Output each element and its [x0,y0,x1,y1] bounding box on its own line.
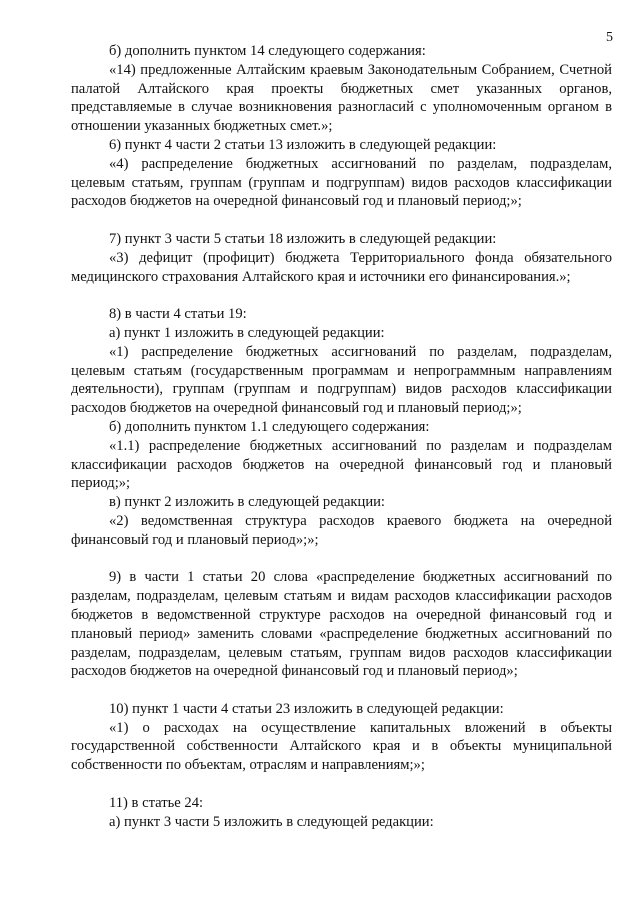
paragraph-amend-b-point14: б) дополнить пунктом 14 следующего содержания: [109,43,426,59]
paragraph-item-10-text: «1) о расходах на осуществление капитальных вложений в объекты государственной собственности Алтайского края и в объекты муниципальной собственности по объектам, отраслям и направлениям;»; [71,719,612,774]
paragraph-item-6: 6) пункт 4 части 2 статьи 13 изложить в следующей редакции: [109,136,497,153]
paragraph-item-7: 7) пункт 3 части 5 статьи 18 изложить в следующей редакции: [109,230,497,247]
paragraph-item-8a-text: «1) распределение бюджетных ассигнований по разделам, подразделам, целевым статьям (государственным программам и непрограммным направлениям деятельности), группам (группам и подгруппам) видов расходов классификации расходов бюджетов на очередной финансовый год и плановый период;»; [71,343,612,417]
document-body [71,42,612,831]
paragraph-item-8v-text: «2) ведомственная структура расходов краевого бюджета на очередной финансовый год и плановый период»;»; [71,512,612,548]
paragraph-item-6-text: «4) распределение бюджетных ассигнований по разделам, подразделам, целевым статьям, группам (группам и подгруппам) видов расходов классификации расходов бюджетов на очередной финансовый год и плановый период;»; [71,155,612,210]
paragraph-item-8: 8) в части 4 статьи 19: [109,306,247,323]
paragraph-item-11: 11) в статье 24: [109,794,204,811]
page-number: 5 [606,30,613,45]
paragraph-item-7-text: «3) дефицит (профицит) бюджета Территориального фонда обязательного медицинского страхования Алтайского края и источники его финансирования.»; [71,249,612,285]
paragraph-point14-text: «14) предложенные Алтайским краевым Законодательным Собранием, Счетной палатой Алтайского края проекты бюджетных смет указанных органов, представляемые в случае возникновения разногласий с уполномоченным органом в отношении указанных бюджетных смет.»; [71,61,612,135]
paragraph-item-10: 10) пункт 1 части 4 статьи 23 изложить в следующей редакции: [109,700,504,717]
paragraph-item-9: 9) в части 1 статьи 20 слова «распределение бюджетных ассигнований по разделам, подразделам, целевым статьям и видам расходов классификации расходов бюджетов в ведомственной структуре расходов на очередной финансовый год и плановый период» заменить словами «распределение бюджетных ассигнований по разделам, подразделам, целевым статьям, группам видов расходов классификации расходов бюджетов на очередной финансовый год и плановый период»; [71,569,612,680]
paragraph-item-8a: а) пункт 1 изложить в следующей редакции: [109,324,385,341]
paragraph-item-8v: в) пункт 2 изложить в следующей редакции: [109,494,385,511]
paragraph-item-11a: а) пункт 3 части 5 изложить в следующей редакции: [109,813,434,830]
paragraph-item-8b: б) дополнить пунктом 1.1 следующего содержания: [109,418,430,435]
paragraph-item-8b-text: «1.1) распределение бюджетных ассигнований по разделам и подразделам классификации расходов бюджетов на очередной финансовый год и плановый период;»; [71,437,612,492]
